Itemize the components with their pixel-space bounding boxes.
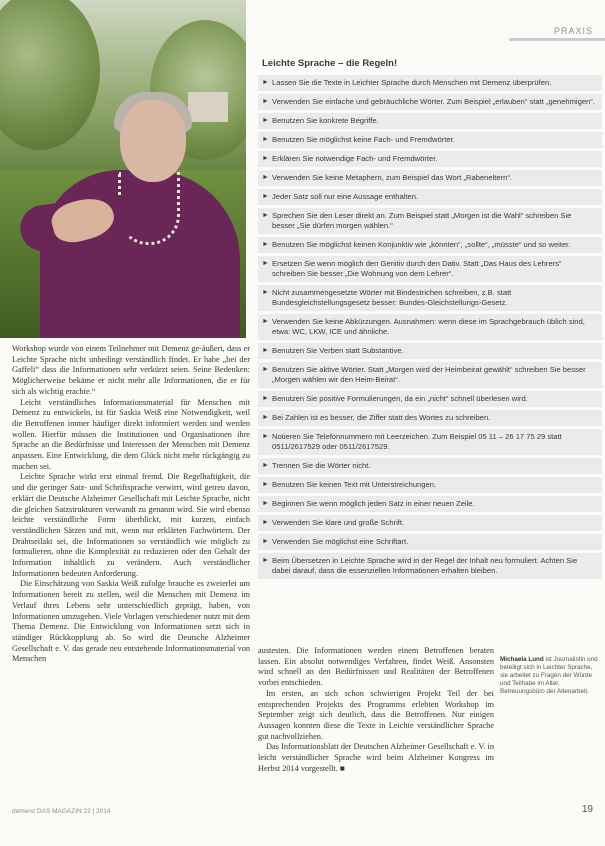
paragraph: Im ersten, an sich schon schwierigen Projekt Teil der bei entsprechenden Projekts des Programms erlebten Workshop im September zeigt sich deutlich, dass die Betroffenen. Nur einigen Aussagen konnten diese die Texte in Leichte verständlicher Sprache gut nachvollziehen.	[258, 688, 494, 741]
rule-text: Benutzen Sie keinen Text mit Unterstreichungen.	[272, 480, 437, 489]
arrow-icon: ►	[262, 538, 269, 545]
page-number: 19	[581, 804, 593, 815]
arrow-icon: ►	[262, 174, 269, 181]
rule-text: Jeder Satz soll nur eine Aussage enthalten.	[272, 192, 419, 201]
rule-item	[258, 189, 602, 205]
rule-item	[258, 458, 602, 474]
article-mid-column	[258, 646, 494, 774]
rule-item	[258, 151, 602, 167]
rule-text: Trennen Sie die Wörter nicht.	[272, 461, 371, 470]
arrow-icon: ►	[262, 462, 269, 469]
section-label: PRAXIS	[553, 26, 593, 36]
rule-item	[258, 410, 602, 426]
rule-item	[258, 343, 602, 359]
rule-text: Erklären Sie notwendige Fach- und Fremdwörter.	[272, 154, 438, 163]
rule-item	[258, 237, 602, 253]
rule-text: Verwenden Sie keine Metaphern, zum Beispiel das Wort „Rabeneltern“.	[272, 173, 513, 182]
rule-item	[258, 314, 602, 340]
footer-publication: demenz DAS MAGAZIN 22 | 2014	[12, 808, 111, 815]
rule-item	[258, 477, 602, 493]
rule-text: Bei Zahlen ist es besser, die Ziffer statt des Wortes zu schreiben.	[272, 413, 491, 422]
rule-item	[258, 132, 602, 148]
arrow-icon: ►	[262, 155, 269, 162]
rule-item	[258, 391, 602, 407]
paragraph: austesten. Die Informationen werden einem Betroffenen beraten lassen. Ein absolut notwendiges Verfahren, findet Weiß. Ansonsten wird schnell an den Bedürfnissen und Realitäten der Betroffenen vorbei entschieden.	[258, 646, 494, 688]
rule-text: Benutzen Sie möglichst keinen Konjunktiv wie „könnten“, „sollte“, „müsste“ und so weiter.	[272, 240, 571, 249]
rule-text: Notieren Sie Telefonnummern mit Leerzeichen. Zum Beispiel 05 11 – 26 17 75 29 statt 0511/2617529 oder 0511/2617529.	[272, 432, 562, 451]
rule-item	[258, 553, 602, 579]
rule-text: Benutzen Sie aktive Wörter. Statt „Morgen wird der Heimbeirat gewählt“ schreiben Sie besser „Morgen wählen wir den Heim-Beirat“.	[272, 365, 586, 384]
arrow-icon: ►	[262, 318, 269, 325]
rule-item	[258, 75, 602, 91]
paragraph: Das Informationsblatt der Deutschen Alzheimer Gesellschaft e. V. in leicht verständlicher Sprache wird beim Alzheimer Kongress im Herbst 2014 vorgestellt. ■	[258, 742, 494, 773]
arrow-icon: ►	[262, 433, 269, 440]
section-divider	[509, 38, 605, 41]
paragraph: Leichte Sprache wirkt erst einmal fremd. Die Regelhaftigkeit, die und die geringer Satz- und Schriftsprache verwirrt, wird getreu davon, erklärt die Deutsche Alzheimer Gesellschaft mit Leichte Sprache, nicht die gleichen Satzstrukturen verwandt zu genannt wird. Sie wird ebenso leichte verständliche Form überblickt, mit kurzen, einfach verständlichen Sätzen und mit, wenn nur erklärten Fachwörtern. Der Drahtseilakt sei, die Informationen so verständlich wie möglich zu formulieren, ohne die Komplexität zu reduzieren oder den Gehalt der Information inhaltlich zu verändern. Auch verständlicher Informationen bedeuten Anforderung.	[12, 472, 250, 578]
arrow-icon: ►	[262, 347, 269, 354]
rule-item	[258, 285, 602, 311]
arrow-icon: ►	[262, 79, 269, 86]
rule-text: Verwenden Sie klare und große Schrift.	[272, 518, 405, 527]
rule-text: Sprechen Sie den Leser direkt an. Zum Beispiel statt „Morgen ist die Wahl“ schreiben Sie besser „Sie dürfen morgen wählen.“	[272, 211, 572, 230]
rule-item	[258, 534, 602, 550]
arrow-icon: ►	[262, 557, 269, 564]
rule-item	[258, 113, 602, 129]
rule-text: Beim Übersetzen in Leichte Sprache wird in der Regel der Inhalt neu formuliert. Achten Sie dabei darauf, dass die essenziellen Informationen erhalten bleiben.	[272, 556, 578, 575]
arrow-icon: ►	[262, 481, 269, 488]
paragraph: Workshop wurde von einem Teilnehmer mit Demenz ge-äußert, dass er Leichte Sprache nicht unbedingt verständlich findet. Er habe „bei der Gaffeli“ dass die Informationen sehr verkürzt seien. Seine Bedenken: Möglicherweise bekäme er nicht mehr alle Informationen, die er für sich als wichtig erachte.“	[12, 344, 250, 396]
rule-text: Verwenden Sie möglichst eine Schriftart.	[272, 537, 409, 546]
rule-item	[258, 362, 602, 388]
arrow-icon: ►	[262, 260, 269, 267]
arrow-icon: ►	[262, 289, 269, 296]
arrow-icon: ►	[262, 98, 269, 105]
article-left-column	[12, 344, 250, 665]
rule-item	[258, 515, 602, 531]
arrow-icon: ►	[262, 395, 269, 402]
author-caption	[500, 656, 600, 696]
rule-item	[258, 170, 602, 186]
rule-text: Benutzen Sie möglichst keine Fach- und Fremdwörter.	[272, 135, 455, 144]
rule-item	[258, 256, 602, 282]
rule-item	[258, 94, 602, 110]
arrow-icon: ►	[262, 193, 269, 200]
author-bio: ist Journalistin und beteiligt sich in Leichter Sprache, sie arbeitet zu Fragen der Würde und Teilhabe im Alter. Betreuungsbüro der Altenarbeit.	[500, 656, 598, 695]
rule-text: Verwenden Sie einfache und gebräuchliche Wörter. Zum Beispiel „erlauben“ statt „genehmigen“.	[272, 97, 595, 106]
arrow-icon: ►	[262, 241, 269, 248]
arrow-icon: ►	[262, 212, 269, 219]
rule-text: Nicht zusammengesetzte Wörter mit Bindestrichen schreiben, z.B. statt Bundesgleichstellungsgesetz besser: Bundes-Gleichstellungs-Gesetz.	[272, 288, 512, 307]
rules-box	[258, 58, 602, 582]
rule-text: Benutzen Sie Verben statt Substantive.	[272, 346, 404, 355]
rule-text: Beginnen Sie wenn möglich jeden Satz in einer neuen Zeile.	[272, 499, 475, 508]
arrow-icon: ►	[262, 136, 269, 143]
portrait-photo	[0, 0, 246, 338]
arrow-icon: ►	[262, 117, 269, 124]
paragraph: Leicht verständliches Informationsmaterial für Menschen mit Demenz zu entwickeln, ist für Saskia Weiß eine Notwendigkeit, weil die Betroffenen immer häufiger direkt informiert werden und werden wollen. Hierfür müssen die Institutionen und Organisationen ihre Sprache an die Bedürfnisse und Interessen der Menschen mit Demenz anpassen. Eine Entwicklung, die dem Glück nicht mehr rückgängig zu machen sei.	[12, 397, 250, 471]
rules-list	[258, 75, 602, 579]
rule-text: Benutzen Sie konkrete Begriffe.	[272, 116, 379, 125]
arrow-icon: ►	[262, 519, 269, 526]
rule-item	[258, 496, 602, 512]
arrow-icon: ►	[262, 414, 269, 421]
arrow-icon: ►	[262, 366, 269, 373]
rule-item	[258, 208, 602, 234]
rule-item	[258, 429, 602, 455]
arrow-icon: ►	[262, 500, 269, 507]
rule-text: Lassen Sie die Texte in Leichter Sprache durch Menschen mit Demenz überprüfen.	[272, 78, 552, 87]
paragraph: Die Einschätzung von Saskia Weiß zufolge brauche es zweierlei um Informationen bereit zu stellen, weil die Menschen mit Demenz im Verlauf ihres Lebens sehr unterschiedlich geprägt, haben, von Informationen umzugehen. Viele Vorlagen verschiedener nutzt mit dem Thema Demenz. Die Entwicklung von Informationen setzt sich in ständiger Rückkopplung ab. So wird die Deutsche Alzheimer Gesellschaft e. V. das gerade neu entstehende Informationsmaterial von Menschen	[12, 579, 250, 664]
rules-title: Leichte Sprache – die Regeln!	[262, 58, 398, 69]
rule-text: Benutzen Sie positive Formulierungen, da ein „nicht“ schnell überlesen wird.	[272, 394, 528, 403]
rule-text: Verwenden Sie keine Abkürzungen. Ausnahmen: wenn diese im Sprachgebrauch üblich sind, etwa: WC, LKW, ICE und ähnliche.	[272, 317, 585, 336]
author-name: Michaela Lund	[500, 656, 544, 663]
rule-text: Ersetzen Sie wenn möglich den Genitiv durch den Dativ. Statt „Das Haus des Lehrers“ schreiben Sie besser „Die Wohnung von dem Lehrer“.	[272, 259, 562, 278]
